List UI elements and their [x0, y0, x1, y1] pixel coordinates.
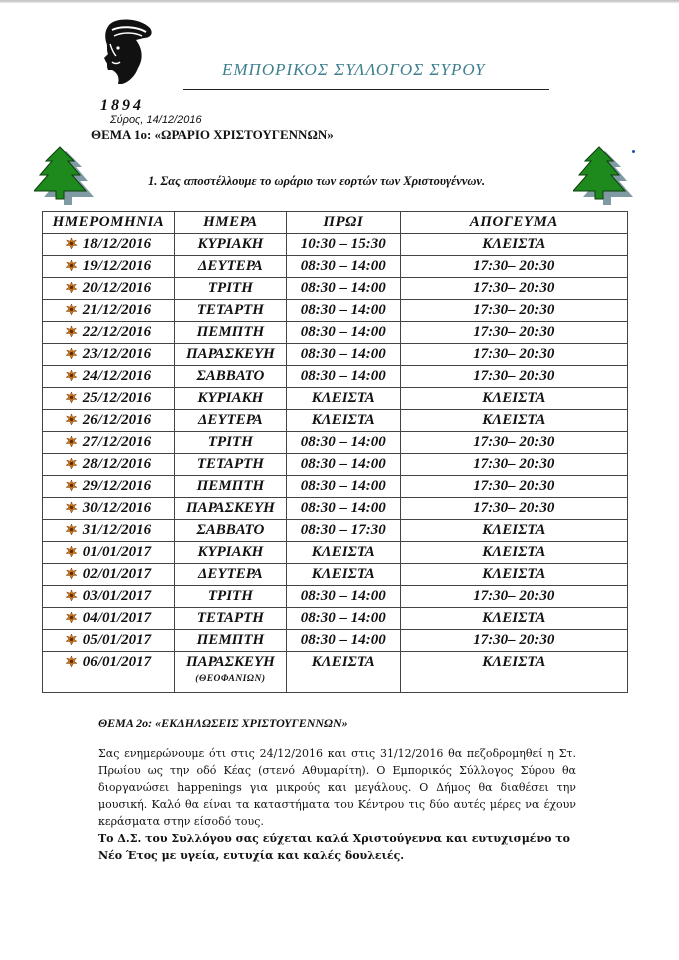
date-text: 25/12/2016 [82, 390, 152, 406]
day-text: ΤΡΙΤΗ [207, 280, 253, 296]
table-row [43, 256, 628, 278]
cell-day [174, 344, 286, 366]
day-text: ΣΑΒΒΑΤΟ [196, 368, 265, 384]
cell-date [43, 432, 175, 454]
cell-day [174, 322, 286, 344]
header-date: ΗΜΕΡΟΜΗΝΙΑ [43, 212, 175, 234]
cell-morning: 08:30 – 14:00 [286, 322, 400, 344]
date-text: 22/12/2016 [82, 324, 152, 340]
founding-year: 1894 [100, 97, 144, 114]
star-icon [66, 345, 77, 356]
schedule-body [43, 234, 628, 693]
table-row [43, 344, 628, 366]
table-row [43, 322, 628, 344]
day-text: ΠΕΜΠΤΗ [196, 478, 265, 494]
cell-date [43, 344, 175, 366]
date-text: 02/01/2017 [82, 566, 152, 582]
cell-day [174, 476, 286, 498]
day-text: ΠΕΜΠΤΗ [196, 324, 265, 340]
date-text: 03/01/2017 [82, 588, 152, 604]
table-row [43, 388, 628, 410]
table-row [43, 300, 628, 322]
day-text: ΠΕΜΠΤΗ [196, 632, 265, 648]
cell-afternoon: ΚΛΕΙΣΤΑ [400, 410, 627, 432]
date-text: 24/12/2016 [82, 368, 152, 384]
table-row [43, 454, 628, 476]
date-text: 05/01/2017 [82, 632, 152, 648]
day-text: ΚΥΡΙΑΚΗ [197, 236, 264, 252]
cell-day [174, 498, 286, 520]
day-text: ΤΕΤΑΡΤΗ [196, 302, 264, 318]
date-text: 26/12/2016 [82, 412, 152, 428]
cell-day [174, 410, 286, 432]
schedule-table [42, 211, 628, 693]
table-row [43, 234, 628, 256]
cell-day [174, 432, 286, 454]
cell-afternoon: 17:30– 20:30 [400, 454, 627, 476]
cell-afternoon: ΚΛΕΙΣΤΑ [400, 388, 627, 410]
cell-date [43, 300, 175, 322]
cell-morning: ΚΛΕΙΣΤΑ [286, 410, 400, 432]
date-text: 28/12/2016 [82, 456, 152, 472]
day-text: ΠΑΡΑΣΚΕΥΗ [186, 500, 275, 516]
table-row [43, 520, 628, 542]
cell-afternoon: 17:30– 20:30 [400, 498, 627, 520]
cell-morning: 08:30 – 14:00 [286, 366, 400, 388]
cell-afternoon: 17:30– 20:30 [400, 344, 627, 366]
cell-day [174, 542, 286, 564]
cell-day [174, 256, 286, 278]
table-row [43, 366, 628, 388]
star-icon [66, 521, 77, 532]
table-row [43, 476, 628, 498]
day-text: ΚΥΡΙΑΚΗ [197, 390, 264, 406]
cell-afternoon: 17:30– 20:30 [400, 630, 627, 652]
star-icon [66, 235, 77, 246]
cell-day [174, 388, 286, 410]
ink-dot [632, 150, 635, 153]
star-icon [66, 433, 77, 444]
place-date: Σύρος, 14/12/2016 [110, 114, 202, 126]
cell-afternoon: ΚΛΕΙΣΤΑ [400, 608, 627, 630]
cell-morning: 08:30 – 14:00 [286, 432, 400, 454]
star-icon [66, 323, 77, 334]
day-text: ΔΕΥΤΕΡΑ [198, 566, 263, 582]
cell-morning: 08:30 – 14:00 [286, 454, 400, 476]
star-icon [66, 367, 77, 378]
cell-morning: 08:30 – 14:00 [286, 586, 400, 608]
table-row [43, 498, 628, 520]
cell-date [43, 410, 175, 432]
day-text: ΤΕΤΑΡΤΗ [196, 456, 264, 472]
cell-afternoon: 17:30– 20:30 [400, 432, 627, 454]
cell-date [43, 366, 175, 388]
cell-date [43, 234, 175, 256]
star-icon [66, 301, 77, 312]
cell-morning: 08:30 – 14:00 [286, 608, 400, 630]
cell-day [174, 564, 286, 586]
organization-name: ΕΜΠΟΡΙΚΟΣ ΣΥΛΛΟΓΟΣ ΣΥΡΟΥ [222, 60, 486, 79]
cell-morning: ΚΛΕΙΣΤΑ [286, 542, 400, 564]
cell-afternoon: ΚΛΕΙΣΤΑ [400, 234, 627, 256]
table-row [43, 586, 628, 608]
cell-date [43, 256, 175, 278]
star-icon [66, 631, 77, 642]
star-icon [66, 477, 77, 488]
cell-afternoon: ΚΛΕΙΣΤΑ [400, 542, 627, 564]
christmas-tree-icon [34, 145, 96, 207]
cell-day [174, 366, 286, 388]
cell-date [43, 388, 175, 410]
cell-day [174, 608, 286, 630]
day-text: ΠΑΡΑΣΚΕΥΗ [186, 346, 275, 362]
cell-day [174, 520, 286, 542]
header-morning: ΠΡΩΙ [286, 212, 400, 234]
cell-afternoon: 17:30– 20:30 [400, 586, 627, 608]
table-row [43, 410, 628, 432]
cell-morning: 08:30 – 14:00 [286, 256, 400, 278]
date-text: 31/12/2016 [82, 522, 152, 538]
cell-afternoon: ΚΛΕΙΣΤΑ [400, 564, 627, 586]
date-text: 06/01/2017 [82, 654, 152, 670]
day-text: ΤΡΙΤΗ [207, 588, 253, 604]
table-row [43, 278, 628, 300]
cell-day [174, 454, 286, 476]
cell-date [43, 542, 175, 564]
cell-day [174, 234, 286, 256]
date-text: 21/12/2016 [82, 302, 152, 318]
star-icon [66, 279, 77, 290]
scan-edge [0, 0, 679, 3]
cell-date [43, 476, 175, 498]
table-row [43, 652, 628, 693]
cell-afternoon: 17:30– 20:30 [400, 300, 627, 322]
date-text: 29/12/2016 [82, 478, 152, 494]
cell-date [43, 322, 175, 344]
star-icon [66, 455, 77, 466]
cell-morning: 10:30 – 15:30 [286, 234, 400, 256]
day-text: ΚΥΡΙΑΚΗ [197, 544, 264, 560]
cell-date [43, 608, 175, 630]
star-icon [66, 543, 77, 554]
cell-afternoon: ΚΛΕΙΣΤΑ [400, 520, 627, 542]
cell-date [43, 630, 175, 652]
star-icon [66, 499, 77, 510]
day-text: ΣΑΒΒΑΤΟ [196, 522, 265, 538]
cell-day [174, 300, 286, 322]
cell-morning: ΚΛΕΙΣΤΑ [286, 388, 400, 410]
cell-day [174, 652, 286, 693]
cell-afternoon: 17:30– 20:30 [400, 322, 627, 344]
cell-morning: ΚΛΕΙΣΤΑ [286, 652, 400, 693]
date-text: 30/12/2016 [82, 500, 152, 516]
header-afternoon: ΑΠΟΓΕΥΜΑ [400, 212, 627, 234]
cell-afternoon: 17:30– 20:30 [400, 256, 627, 278]
christmas-tree-icon [573, 145, 635, 207]
header-day: ΗΜΕΡΑ [174, 212, 286, 234]
table-row [43, 432, 628, 454]
cell-date [43, 586, 175, 608]
day-text: ΤΡΙΤΗ [207, 434, 253, 450]
closing-wishes: Το Δ.Σ. του Συλλόγου σας εύχεται καλά Χριστούγεννα και ευτυχισμένο το Νέο Έτος με υγεία, ευτυχία και καλές δουλειές. [98, 832, 570, 862]
header-rule [183, 89, 549, 90]
cell-morning: 08:30 – 17:30 [286, 520, 400, 542]
star-icon [66, 609, 77, 620]
cell-date [43, 564, 175, 586]
cell-date [43, 278, 175, 300]
date-text: 27/12/2016 [82, 434, 152, 450]
star-icon [66, 389, 77, 400]
cell-morning: 08:30 – 14:00 [286, 630, 400, 652]
hermes-head-logo [96, 18, 156, 86]
cell-day [174, 278, 286, 300]
date-text: 18/12/2016 [82, 236, 152, 252]
cell-afternoon: 17:30– 20:30 [400, 476, 627, 498]
date-text: 20/12/2016 [82, 280, 152, 296]
day-text: ΤΕΤΑΡΤΗ [196, 610, 264, 626]
date-text: 01/01/2017 [82, 544, 152, 560]
cell-date [43, 454, 175, 476]
star-icon [66, 587, 77, 598]
cell-morning: 08:30 – 14:00 [286, 498, 400, 520]
topic-1-title: ΘΕΜΑ 1ο: «ΩΡΑΡΙΟ ΧΡΙΣΤΟΥΓΕΝΝΩΝ» [91, 127, 334, 142]
cell-date [43, 520, 175, 542]
events-paragraph: Σας ενημερώνουμε ότι στις 24/12/2016 και στις 31/12/2016 θα πεζοδρομηθεί η Στ. Πρωίου ως την οδό Κέας (στενό Αθυμαρίτη). Ο Εμπορικός Σύλλογος Σύρου θα διοργανώσει happenings για μικρούς και μεγάλους. Ο Δήμος θα διαθέσει την μουσική. Καλό θα είναι τα καταστήματα του Κέντρου τις δύο αυτές μέρες να έχουν κεράσματα στην είσοδό τους. [98, 747, 576, 828]
star-icon [66, 653, 77, 664]
table-row [43, 564, 628, 586]
day-text: ΠΑΡΑΣΚΕΥΗ [186, 654, 275, 670]
cell-morning: 08:30 – 14:00 [286, 344, 400, 366]
date-text: 19/12/2016 [82, 258, 152, 274]
cell-date [43, 498, 175, 520]
star-icon [66, 411, 77, 422]
cell-day [174, 630, 286, 652]
topic-2-title: ΘΕΜΑ 2ο: «ΕΚΔΗΛΩΣΕΙΣ ΧΡΙΣΤΟΥΓΕΝΝΩΝ» [98, 716, 348, 730]
cell-afternoon: ΚΛΕΙΣΤΑ [400, 652, 627, 693]
table-row [43, 630, 628, 652]
cell-morning: 08:30 – 14:00 [286, 476, 400, 498]
day-text: ΔΕΥΤΕΡΑ [198, 258, 263, 274]
cell-afternoon: 17:30– 20:30 [400, 278, 627, 300]
cell-day [174, 586, 286, 608]
cell-morning: 08:30 – 14:00 [286, 300, 400, 322]
table-row [43, 542, 628, 564]
holiday-note: (ΘΕΟΦΑΝΙΩΝ) [195, 674, 266, 684]
star-icon [66, 257, 77, 268]
date-text: 04/01/2017 [82, 610, 152, 626]
day-text: ΔΕΥΤΕΡΑ [198, 412, 263, 428]
star-icon [66, 565, 77, 576]
cell-morning: 08:30 – 14:00 [286, 278, 400, 300]
intro-line: 1. Σας αποστέλλουμε το ωράριο των εορτών των Χριστουγέννων. [148, 174, 486, 188]
table-header-row [43, 212, 628, 234]
cell-date [43, 652, 175, 693]
date-text: 23/12/2016 [82, 346, 152, 362]
cell-afternoon: 17:30– 20:30 [400, 366, 627, 388]
cell-morning: ΚΛΕΙΣΤΑ [286, 564, 400, 586]
table-row [43, 608, 628, 630]
